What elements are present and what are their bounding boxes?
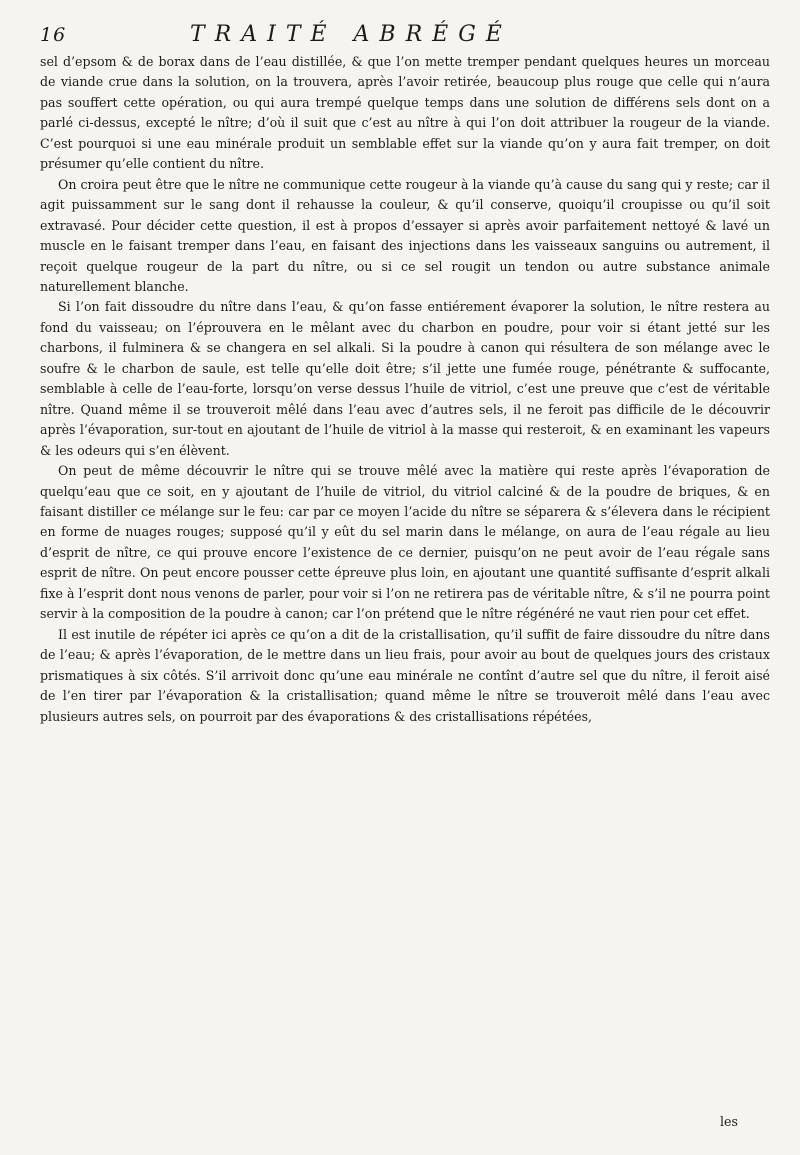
paragraph: Si l’on fait dissoudre du nître dans l’eau, & qu’on fasse entiérement évaporer la solution, le nître restera au fond du vaisseau; on l’éprouvera en le mêlant avec du charbon en poudre, pour voir si étant jetté sur les charbons, il fulminera & se changera en sel alkali. Si la poudre à canon qui résultera de son mélange avec le soufre & le charbon de saule, est telle qu’elle doit être; s’il jette une fumée rouge, pénétrante & suffocante, semblable à celle de l’eau-forte, lorsqu’on verse dessus l’huile de vitriol, c’est une preuve que c’est de véritable nître. Quand même il se trouveroit mêlé dans l’eau avec d’autres sels, il ne feroit pas difficile de le découvrir après l’évaporation, sur-tout en ajoutant de l’huile de vitriol à la masse qui resteroit, & en examinant les vapeurs & les odeurs qui s’en élèvent. (40, 299, 770, 458)
running-head (40, 20, 770, 50)
paragraph: Il est inutile de répéter ici après ce qu’on a dit de la cristallisation, qu’il suffit de faire dissoudre du nître dans de l’eau; & après l’évaporation, de le mettre dans un lieu frais, pour avoir au bout de quelques jours des cristaux prismatiques à six côtés. S’il arrivoit donc qu’une eau minérale ne contînt d’autre sel que du nître, il feroit aisé de l’en tirer par l’évaporation & la cristallisation; quand même le nître se trouveroit mêlé dans l’eau avec plusieurs autres sels, on pourroit par des évaporations & des cristallisations répétées, (40, 626, 770, 724)
running-title: TRAITÉ ABRÉGÉ (190, 22, 512, 47)
page-number: 16 (40, 24, 67, 46)
paragraph: On peut de même découvrir le nître qui se trouve mêlé avec la matière qui reste après l’évaporation de quelqu’eau que ce soit, en y ajoutant de l’huile de vitriol, du vitriol calciné & de la poudre de briques, & en faisant distiller ce mélange sur le feu: car par ce moyen l’acide du nître se séparera & s’élevera dans le récipient en forme de nuages rouges; supposé qu’il y eût du sel marin dans le mélange, on aura de l’eau régale au lieu d’esprit de nître, ce qui prouve encore l’existence de ce dernier, puisqu’on ne peut avoir de l’eau régale sans esprit de nître. On peut encore pousser cette épreuve plus loin, en ajoutant une quantité suffisante d’esprit alkali fixe à l’esprit dont nous venons de parler, pour voir si l’on ne retirera pas de véritable nître, & s’il ne pourra point servir à la composition de la poudre à canon; car l’on prétend que le nître régénéré ne vaut rien pour cet effet. (40, 463, 770, 622)
paragraph: On croira peut être que le nître ne communique cette rougeur à la viande qu’à cause du sang qui y reste; car il agit puissamment sur le sang dont il rehausse la couleur, & qu’il conserve, quoiqu’il croupisse ou qu’il soit extravasé. Pour décider cette question, il est à propos d’essayer si après avoir parfaitement nettoyé & lavé un muscle en le faisant tremper dans l’eau, en faisant des injections dans les vaisseaux sanguins ou autrement, il reçoit quelque rougeur de la part du nître, ou si ce sel rougit un tendon ou autre substance animale naturellement blanche. (40, 176, 770, 294)
paragraph: sel d’epsom & de borax dans de l’eau distillée, & que l’on mette tremper pendant quelques heures un morceau de viande crue dans la solution, on la trouvera, après l’avoir retirée, beaucoup plus rouge que celle qui n’aura pas souffert cette opération, ou qui aura trempé quelque temps dans une solution de différens sels dont on a parlé ci-dessus, excepté le nître; d’où il suit que c’est au nître à qui l’on doit attribuer la rougeur de la viande. C’est pourquoi si une eau minérale produit un semblable effet sur la viande qu’on y aura fait tremper, on doit présumer qu’elle contient du nître. (40, 54, 770, 172)
catchword: les (720, 1114, 738, 1129)
body-text (40, 52, 770, 727)
